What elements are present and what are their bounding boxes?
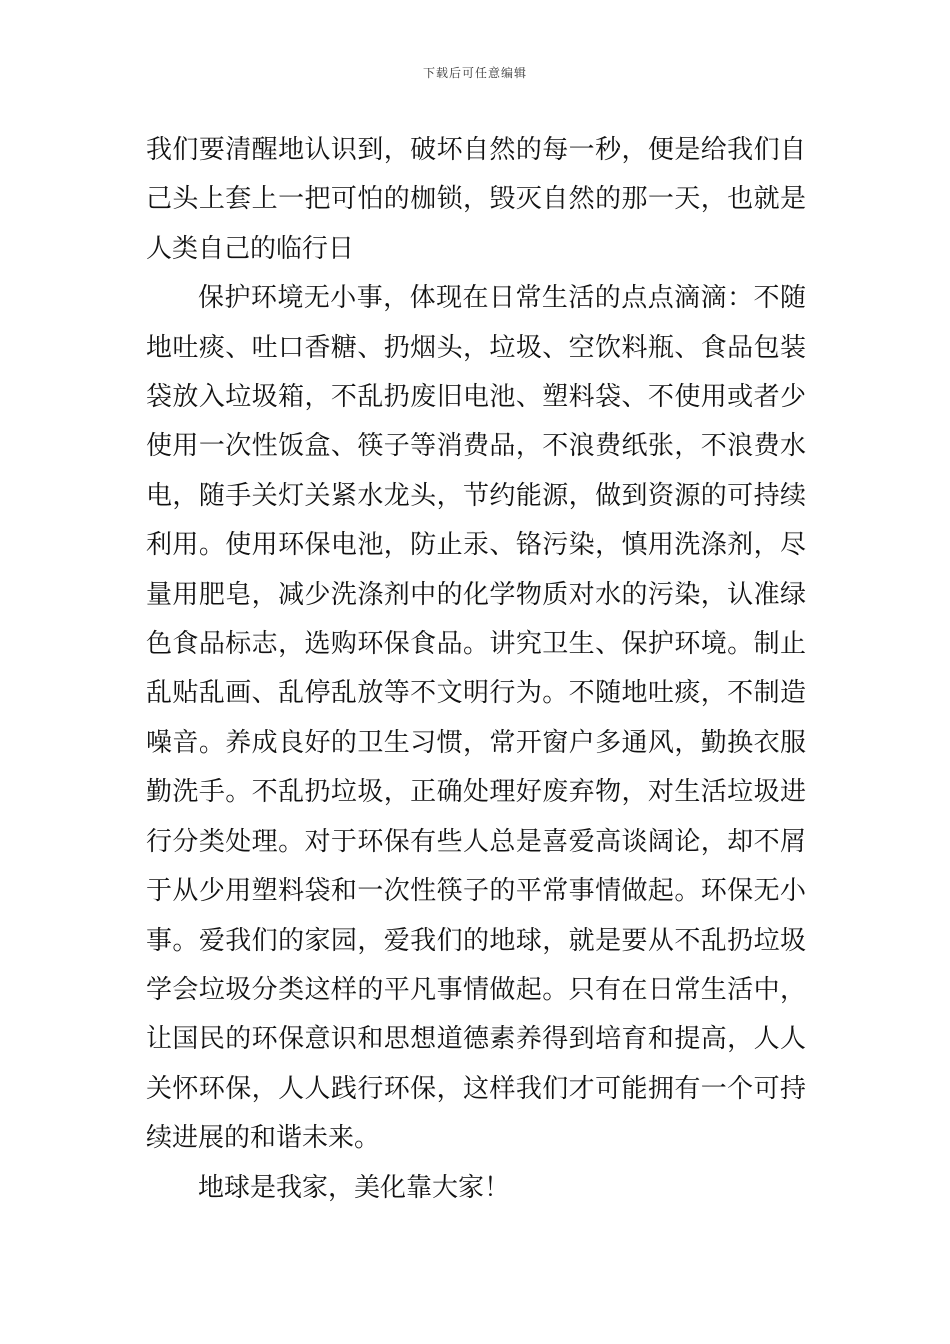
- document-body: [146, 126, 806, 1213]
- paragraph-2: 保护环境无小事，体现在日常生活的点点滴滴：不随地吐痰、吐口香糖、扔烟头，垃圾、空饮料瓶、食品包装袋放入垃圾箱，不乱扔废旧电池、塑料袋、不使用或者少使用一次性饭盒、筷子等消费品，不浪费纸张，不浪费水电，随手关灯关紧水龙头，节约能源，做到资源的可持续利用。使用环保电池，防止汞、铬污染，慎用洗涤剂，尽量用肥皂，减少洗涤剂中的化学物质对水的污染，认准绿色食品标志，选购环保食品。讲究卫生、保护环境。制止乱贴乱画、乱停乱放等不文明行为。不随地吐痰，不制造噪音。养成良好的卫生习惯，常开窗户多通风，勤换衣服勤洗手。不乱扔垃圾，正确处理好废弃物，对生活垃圾进行分类处理。对于环保有些人总是喜爱高谈阔论，却不屑于从少用塑料袋和一次性筷子的平常事情做起。环保无小事。爱我们的家园，爱我们的地球，就是要从不乱扔垃圾学会垃圾分类这样的平凡事情做起。只有在日常生活中，让国民的环保意识和思想道德素养得到培育和提高，人人关怀环保，人人践行环保，这样我们才可能拥有一个可持续进展的和谐未来。: [146, 283, 806, 1154]
- paragraph-1: 我们要清醒地认识到，破坏自然的每一秒，便是给我们自己头上套上一把可怕的枷锁，毁灭自然的那一天，也就是人类自己的临行日: [146, 135, 806, 264]
- header-note: 下载后可任意编辑: [422, 66, 527, 80]
- paragraph-3: 地球是我家，美化靠大家！: [198, 1172, 511, 1203]
